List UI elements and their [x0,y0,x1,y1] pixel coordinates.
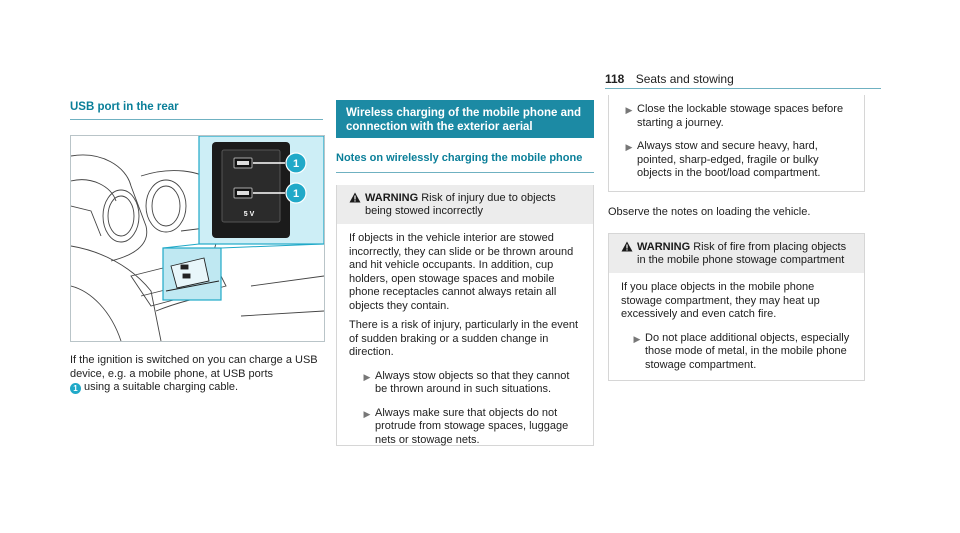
arrow-bullet-icon: ▶ [363,408,371,419]
warning-header [337,185,593,224]
bullet-text: Always make sure that objects do not protrude from stowage spaces, luggage nets or stowage nets. [375,406,569,446]
usb-description [70,354,323,395]
port-voltage-label: 5 V [243,211,255,218]
warning-body [337,224,593,455]
bullet-text: Close the lockable stowage spaces before starting a journey. [637,103,844,129]
list-item [621,332,854,373]
warning-headline: Risk of injury due to objects being stowed incorrectly [365,192,556,217]
bullet-text: Do not place additional objects, especially those mode of metal, in the mobile phone stowage compartment. [645,331,850,371]
arrow-bullet-icon: ▶ [625,142,633,152]
warning-body [609,273,864,380]
warning-paragraph-1: If objects in the vehicle interior are stowed incorrectly, they can slide or be thrown around and hit vehicle occupants. In addition, cup holders, open stowage spaces and mobile phone receptacles cannot always retain all objects they contain. [349,232,574,312]
warning-label: WARNING [637,241,691,253]
warning-continuation [608,95,865,192]
bullet-text: Always stow objects so that they cannot be thrown around in such situations. [375,369,570,395]
bullet-text: Always stow and secure heavy, hard, pointed, sharp-edged, fragile or bulky objects in the boot/load compartment. [637,140,821,179]
inline-callout-icon: 1 [70,383,81,394]
callout-1-label: 1 [292,158,300,170]
usb-port-figure [70,135,325,342]
list-item [621,140,854,181]
warning-triangle-icon [621,241,637,267]
warning-headline: Risk of fire from placing objects in the mobile phone stowage compartment [637,241,847,266]
page-header [605,72,734,86]
list-item [349,370,583,397]
usb-text-before: If the ignition is switched on you can charge a USB device, e.g. a mobile phone, at USB ports [70,354,318,380]
rear-console-illustration [71,136,324,341]
callout-2-label: 1 [292,188,300,200]
column-usb-port [70,100,323,395]
list-item [349,407,583,448]
usb-text-after: using a suitable charging cable. [84,381,239,393]
warning-paragraph-1: If you place objects in the mobile phone stowage compartment, they may heat up excessively and even catch fire. [621,281,820,320]
wireless-charging-banner: Wireless charging of the mobile phone and connection with the exterior aerial [336,100,594,138]
page-number: 118 [605,72,625,86]
warning-label: WARNING [365,192,419,204]
observe-note: Observe the notes on loading the vehicle. [608,205,811,218]
warning-paragraph-2: There is a risk of injury, particularly in the event of sudden braking or a sudden change in direction. [349,319,579,358]
arrow-bullet-icon: ▶ [633,333,641,344]
warning-triangle-icon [349,192,365,218]
warning-box-injury [336,185,594,446]
header-rule [605,88,881,89]
column-wireless-charging [336,100,594,446]
warning-box-fire [608,233,865,381]
section-name: Seats and stowing [635,72,734,86]
section-title-usb: USB port in the rear [70,100,323,120]
column-continued [608,100,865,381]
arrow-bullet-icon: ▶ [363,371,371,382]
warning-header [609,234,864,273]
wireless-notes-subtitle: Notes on wirelessly charging the mobile phone [336,152,594,173]
arrow-bullet-icon: ▶ [625,105,633,115]
list-item [621,103,854,130]
